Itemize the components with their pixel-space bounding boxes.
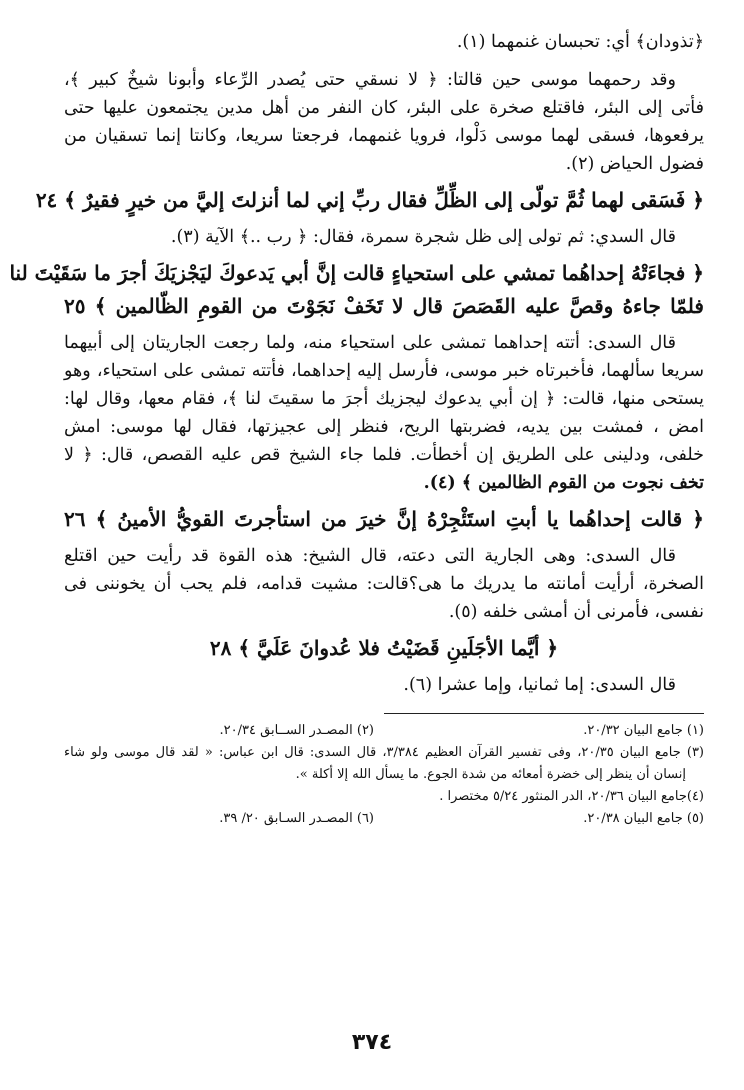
text-line: وقد رحمهما موسى حين قالتا: ﴿ لا نسقي حتى يُصدر الرِّعاء وأبونا شيخٌ كبير ﴾،	[64, 70, 676, 90]
text-line: نفسى، فأمرنى أن أمشى خلفه (٥).	[448, 602, 704, 622]
text-line: يستحى منها، قالت: ﴿ إن أبي يدعوك ليجزيك أجرَ ما سقيتَ لنا ﴾، فقام معها، وقال لها:	[64, 389, 704, 409]
page-number: ٣٧٤	[351, 1030, 393, 1055]
verse-line: ﴿ قالت إحداهُما يا أبتِ استَئْجِرْهُ إنَّ خيرَ من استأجرتَ القويُّ الأمينُ ﴾ ٢٦	[64, 507, 704, 531]
text-line: قال السدى: أتته إحداهما تمشى على استحياء منه، ولما رجعت الجاريتان إلى أبيهما	[64, 333, 676, 353]
paragraph-4	[64, 329, 704, 497]
text-line: قال السدى: إما ثمانيا، وإما عشرا (٦).	[403, 675, 676, 695]
footnote-6: (٦) المصـدر السـابق ٢٠/ ٣٩.	[219, 811, 374, 826]
verse-25	[9, 257, 704, 323]
text-line: امض ، فمشت بين يديه، فضربتها الريح، فنظر إلى عجيزتها، فقال لها موسى: امش	[64, 417, 705, 437]
footnote-1: (١) جامع البيان ٢٠/٣٢.	[583, 723, 704, 738]
text-line: الصخرة، أرأيت أمانته ما يدريك ما هى؟قالت: مشيت قدامه، فلم يحب أن يخوننى فى	[64, 574, 704, 594]
text-line: خلفى، ودلينى على الطريق إن أخطأت. فلما جاء الشيخ قص عليه القصص، قال: ﴿ لا	[64, 445, 704, 465]
footnote-row	[64, 720, 704, 742]
footnote-5: (٥) جامع البيان ٢٠/٣٨.	[583, 811, 704, 826]
verse-28	[64, 632, 704, 665]
verse-line: ﴿ أيَّما الأجَلَينِ قَضَيْتُ فلا عُدوانَ عَلَيَّ ﴾ ٢٨	[209, 636, 559, 660]
text-line: فضول الحياض (٢).	[565, 154, 704, 174]
paragraph-6	[64, 671, 704, 699]
footnote-4: (٤)جامع البيان ٢٠/٣٦، الدر المنثور ٥/٢٤ مختصرا .	[439, 789, 704, 804]
text-line: تخف نجوت من القوم الظالمين ﴾ (٤).	[423, 473, 704, 493]
text-line: فأتى إلى البئر، فاقتلع صخرة على البئر، كان النفر من أهل مدين يجتمعون عليها حتى	[64, 98, 704, 118]
text-line: يرفعوها، فسقى لهما موسى دَلْوا، فرويا غنمهما، فرجعتا سريعا، وكانتا إنما تسقيان من	[64, 126, 704, 146]
page-content	[9, 28, 705, 830]
text-line: قال السدي: ثم تولى إلى ظل شجرة سمرة، فقال: ﴿ رب ..﴾ الآية (٣).	[170, 227, 676, 247]
verse-24	[35, 184, 704, 217]
verse-line: ﴿ فجاءَتْهُ إحداهُما تمشي على استحياءٍ قالت إنَّ أبي يَدعوكَ ليَجْزيَكَ أجرَ ما سَقَيْتَ لنا	[9, 261, 704, 285]
text-line: ﴿تذودان﴾ أي: تحبسان غنمهما (١).	[456, 32, 704, 52]
verse-line: فلمّا جاءهُ وقصَّ عليه القَصَصَ قال لا تَخَفْ نَجَوْتَ من القومِ الظّالمين ﴾ ٢٥	[64, 294, 704, 318]
paragraph-2	[64, 66, 704, 178]
footnote-row	[64, 808, 704, 830]
verse-26	[64, 503, 704, 536]
text-line: قال السدى: وهى الجارية التى دعته، قال الشيخ: هذه القوة قد رأيت حين اقتلع	[64, 546, 676, 566]
paragraph-3	[64, 223, 704, 251]
verse-line: ﴿ فَسَقى لهما ثُمَّ تولّى إلى الظِّلِّ فقال ربِّ إني لما أنزلتَ إليَّ من خيرٍ فقيرٌ ﴾ ٢٤	[35, 188, 704, 212]
footnote-2: (٢) المصـدر الســابق ٢٠/٣٤.	[219, 723, 374, 738]
text-line: سريعا سألهما، فأخبرتاه خبر موسى، فأرسل إليه إحداهما، فأتته تمشى على استحياء، وهو	[64, 361, 704, 381]
footnote-3-continued: إنسان أن ينظر إلى خضرة أمعائه من شدة الجوع. ما يسأل الله إلا أكلة ».	[295, 767, 686, 782]
footnote-divider	[384, 713, 704, 714]
paragraph-1	[64, 28, 704, 56]
footnotes	[64, 720, 704, 830]
footnote-3: (٣) جامع البيان ٢٠/٣٥، وفى تفسير القرآن العظيم ٣/٣٨٤، قال السدى: قال ابن عباس: « لقد قال موسى ولو شاء	[64, 745, 704, 760]
paragraph-5	[64, 542, 704, 626]
